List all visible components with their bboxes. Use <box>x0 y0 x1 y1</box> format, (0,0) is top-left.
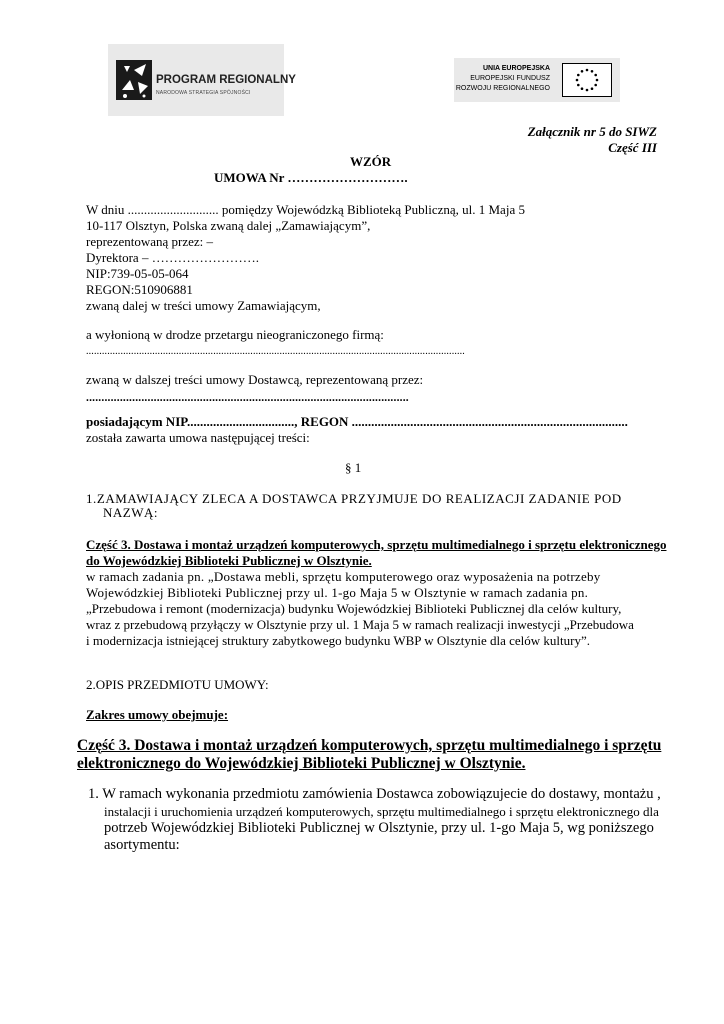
paragraph-mark: § 1 <box>345 460 362 475</box>
parties-line-1: W dniu ............................ pomiędzy Wojewódzką Biblioteką Publiczną, ul. 1 Maja 5 <box>86 202 525 217</box>
item-1-line-3: potrzeb Wojewódzkiej Biblioteki Publicznej w Olsztynie, przy ul. 1-go Maja 5, wg poniższego <box>104 820 654 836</box>
eu-line-3: ROZWOJU REGIONALNEGO <box>455 85 550 92</box>
attachment-number: Załącznik nr 5 do SIWZ <box>527 124 657 139</box>
item-1-line-2: instalacji i uruchomienia urządzeń komputerowych, sprzętu multimedialnego i sprzętu elektronicznego dla <box>104 804 659 819</box>
part-3-heading-line-2: elektronicznego do Wojewódzkiej Biblioteki Publicznej w Olsztynie. <box>77 755 526 772</box>
nip-regon-line: posiadającym NIP................................., REGON ..................................................................................... <box>86 414 628 429</box>
regional-program-emblem-icon <box>116 60 152 100</box>
parties-line-3: reprezentowaną przez: – <box>86 234 214 249</box>
contractor-name-dots: ............................................................................................................................................... <box>86 346 465 357</box>
section-2-heading: 2.OPIS PRZEDMIOTU UMOWY: <box>86 677 269 692</box>
parties-nip: NIP:739-05-05-064 <box>86 266 189 281</box>
eu-line-1: UNIA EUROPEJSKA <box>482 65 550 72</box>
contractor-text: zwaną w dalszej treści umowy Dostawcą, reprezentowaną przez: <box>86 372 424 387</box>
attachment-part: Część III <box>608 140 657 155</box>
eu-flag-icon <box>562 63 612 97</box>
part-3-heading-line-1: Część 3. Dostawa i montaż urządzeń komputerowych, sprzętu multimedialnego i sprzętu <box>77 737 662 754</box>
parties-line-7: zwaną dalej w treści umowy Zamawiającym, <box>86 298 321 313</box>
parties-line-2: 10-117 Olsztyn, Polska zwaną dalej „Zamawiającym”, <box>86 218 371 233</box>
program-regionalny-logo <box>108 44 296 116</box>
item-1-line-4: asortymentu: <box>104 837 180 853</box>
scope-heading: Zakres umowy obejmuje: <box>86 707 229 722</box>
selected-by-text: a wyłonioną w drodze przetargu nieograniczonego firmą: <box>86 327 384 342</box>
context-line-4: wraz z przebudową przyłączy w Olsztynie przy ul. 1 Maja 5 w ramach realizacji inwestycji „Przebudowa <box>86 617 634 632</box>
representative-dots: ......................................................................................................... <box>86 392 409 404</box>
concluded-text: została zawarta umowa następującej treści: <box>86 430 310 445</box>
parties-regon: REGON:510906881 <box>86 282 193 297</box>
eu-line-2: EUROPEJSKI FUNDUSZ <box>470 75 550 82</box>
logo-title: PROGRAM REGIONALNY <box>156 74 296 86</box>
section-1-heading-cont: NAZWĄ: <box>103 505 158 520</box>
template-label: WZÓR <box>350 154 392 169</box>
part-3-title-line-1: Część 3. Dostawa i montaż urządzeń komputerowych, sprzętu multimedialnego i sprzętu elektronicznego <box>86 537 667 552</box>
item-1-line-1: 1. W ramach wykonania przedmiotu zamówienia Dostawca zobowiązujecie do dostawy, montażu , <box>88 786 661 802</box>
context-line-1: w ramach zadania pn. „Dostawa mebli, sprzętu komputerowego oraz wyposażenia na potrzeby <box>86 569 601 584</box>
context-line-3: „Przebudowa i remont (modernizacja) budynku Wojewódzkiej Biblioteki Publicznej dla celów kultury, <box>86 601 622 616</box>
contract-number: UMOWA Nr ………………………. <box>214 170 408 185</box>
logo-subtitle: NARODOWA STRATEGIA SPÓJNOŚCI <box>156 90 251 96</box>
eu-logo <box>454 58 620 102</box>
context-line-5: i modernizacja istniejącej struktury zabytkowego budynku WBP w Olsztynie dla celów kultury”. <box>86 633 590 648</box>
part-3-title-line-2: do Wojewódzkiej Biblioteki Publicznej w Olsztynie. <box>86 553 372 568</box>
parties-line-4: Dyrektora – ……………………. <box>86 250 259 265</box>
section-1-heading: 1.ZAMAWIAJĄCY ZLECA A DOSTAWCA PRZYJMUJE DO REALIZACJI ZADANIE POD <box>86 491 622 506</box>
context-line-2: Wojewódzkiej Biblioteki Publicznej przy ul. 1-go Maja 5 w Olsztynie w ramach zadania pn. <box>86 585 589 600</box>
